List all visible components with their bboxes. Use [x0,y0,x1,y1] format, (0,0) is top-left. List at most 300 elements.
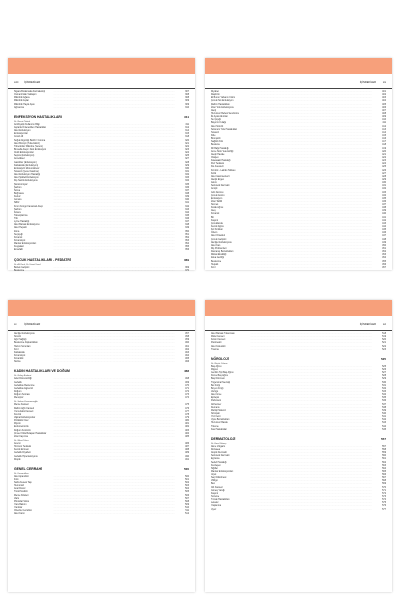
entry-title: Tetanoz [211,131,220,134]
entry-title: Tırnak Hastalıkları [211,499,230,502]
entry-page-number: 421 [382,153,386,156]
entry-page-number: 456 [382,263,386,266]
entry-page-number: 442 [382,219,386,222]
entry-title: Terleme [211,496,220,499]
entry-page-number: 412 [382,125,386,128]
entry-page-number: 320 [185,139,189,142]
entry-title: Sepsis (Enfeksiyon) [14,155,35,158]
entry-title: Ensefalit [14,249,23,252]
entry-title: ENFEKSİYON HASTALIKLARI [14,114,62,119]
entry-page-number: 572 [382,492,386,495]
running-title: İÇİNDEKİLER [24,323,41,326]
entry-page-number: 347 [185,221,189,224]
entry-title: Gebelikte Beslenme [14,384,35,387]
entry-title: Atopik Dermatit [211,452,227,455]
entry-page-number: 523 [382,348,386,351]
entry-page-number: 530 [382,381,386,384]
entry-title: Kolon Kanseri [211,339,226,342]
entry-title: Trigeminal Nevralji [211,381,230,384]
entry-title: Gebelik [14,381,22,384]
entry-page-number: 452 [382,251,386,254]
entry-page-number: 521 [382,342,386,345]
entry-page-number: 420 [382,150,386,153]
entry-title: Travma [211,348,219,351]
entry-page-number: 543 [382,422,386,425]
entry-page-number: 408 [382,112,386,115]
entry-title: Kaşıntı [211,492,219,495]
entry-title: Vertigo [211,390,219,393]
entry-title: Kabakulak [14,351,25,354]
entry-title: Hormon Tedavisi [14,446,32,449]
entry-page-number: 403 [382,97,386,100]
entry-page-number: 438 [382,207,386,210]
entry-title: Mikrobik Ağaca [14,97,30,100]
entry-title: Kemik Erimesi [14,449,29,452]
entry-title: Ben [211,483,216,486]
entry-page-number: 468 [183,369,189,374]
entry-title: Gebelik Diyabeti [14,452,31,455]
entry-page-number: 459 [185,339,189,342]
entry-page-number: 462 [185,348,189,351]
entry-title: Titreme [211,425,219,428]
entry-title: Dr. Emel Güneş [211,442,227,445]
entry-title: Yanıklar [14,507,23,510]
entry-title: Besleme [211,144,220,147]
entry-title: Kırım Kongo Kanamalı Ateşi [14,205,43,208]
entry-title: Dr. Nihat Teker [14,439,29,442]
entry-page-number: 439 [382,210,386,213]
entry-page-number: 503 [185,485,189,488]
entry-page-number: 445 [382,229,386,232]
entry-title: Aşılarla Önlenebilen Hastalıklar [14,126,47,129]
entry-title: Toksoplazma [14,214,28,217]
entry-page-number: 541 [382,416,386,419]
entry-page-number: 477 [185,410,189,413]
entry-page-number: 323 [185,148,189,151]
entry-page-number: 531 [382,384,386,387]
entry-title: Akne Vulgaris [211,445,226,448]
entry-title: Sifiliz [14,202,20,205]
entry-title: Çocuk Sık Enfeksiyon [211,100,234,103]
page-color-band [8,58,195,74]
entry-page-number: 437 [382,204,386,207]
entry-title: İdrar Kaçırma [14,435,28,438]
entry-title: Baş Dönmesi [211,378,225,381]
entry-page-number: 565 [382,470,386,473]
entry-title: Çocuklarda [211,222,223,225]
entry-title: KADIN HASTALIKLARI VE DOĞUM [14,369,70,374]
entry-title: Bronşiolit [211,138,221,141]
entry-title: Akut İnme [211,394,222,397]
entry-title: Enfeksiyöz Mononükleoz [14,167,40,170]
entry-title: Parkinson [211,400,222,403]
entry-title: Sedef Hastalığı [211,461,227,464]
entry-title: Akut Ortaokul [211,235,225,238]
entry-title: Menopoz [14,397,24,400]
entry-title: Miyom [14,423,21,426]
toc-list [211,91,386,269]
entry-title: Uyuz [211,508,217,511]
entry-page-number: 473 [185,394,189,397]
page-color-band [205,300,392,316]
entry-page-number: 536 [382,400,386,403]
entry-title: Migren [211,368,219,371]
entry-title: Kızarıklık [14,358,24,361]
toc-page-3 [8,300,195,592]
entry-page-number: 564 [382,467,386,470]
entry-page-number: 434 [382,194,386,197]
entry-title: Akut Hepatit [14,227,27,230]
toc-entry [14,513,189,516]
entry-page-number: 424 [382,163,386,166]
entry-page-number: 352 [185,236,189,239]
entry-page-number: 571 [382,489,386,492]
entry-title: GENEL CERRAHİ [14,466,43,471]
entry-title: Yumurtalık Kanseri [14,410,34,413]
entry-page-number: 464 [185,354,189,357]
entry-page-number: 525 [382,365,386,368]
entry-page-number: 490 [185,455,189,458]
running-header [8,78,195,89]
entry-page-number: 457 [185,333,189,335]
entry-page-number: 436 [382,200,386,203]
entry-page-number: 314 [185,130,189,133]
entry-page-number: 401 [382,91,386,93]
entry-title: Gonore [14,199,22,202]
entry-title: Nöropati [211,412,220,415]
entry-page-number: 505 [185,491,189,494]
entry-title: Enfeksiyon [211,197,223,200]
entry-title: Vajinal Enfeksiyonlar [14,416,36,419]
entry-page-number: 455 [382,260,386,263]
entry-title: Soğuk Algınlığı Belirti / Corona [14,139,46,142]
entry-page-number: 557 [380,436,386,441]
entry-title: Ağrıanma [14,106,24,109]
entry-page-number: 519 [382,336,386,339]
entry-title: Akut Karın [14,513,25,516]
toc-page-1 [8,58,195,270]
entry-page-number: 561 [382,458,386,461]
entry-page-number: 419 [382,147,386,150]
entry-page-number: 482 [185,426,189,429]
entry-title: Kuşpalazı [14,246,25,249]
entry-page-number: 485 [185,435,189,438]
entry-title: Kitle [211,134,216,137]
entry-page-number: 500 [183,466,189,471]
entry-title: Anneliksel [14,158,25,161]
entry-page-number: 356 [185,249,189,252]
entry-title: Ateş [211,210,216,213]
entry-title: Ağız Sağlığı [14,339,27,342]
page-color-band [205,58,392,74]
entry-title: Küme Baş Ağrısı [211,375,229,378]
entry-title: Cilt Kanseri [211,486,223,489]
entry-page-number: 484 [185,432,189,435]
entry-page-number: 339 [185,196,189,199]
entry-title: İdrar Yolu Enfeksiyonu [211,106,234,109]
entry-title: Vitiligo [211,480,218,483]
toc-list [14,91,189,272]
entry-page-number: 332 [185,174,189,177]
entry-page-number: 544 [382,425,386,428]
entry-title: Saç Dökülmesi [211,477,227,480]
entry-title: Beslenme [14,269,25,272]
entry-page-number: 474 [185,397,189,400]
entry-page-number: 411 [382,122,386,125]
entry-title: Mikrobik Aşılar [14,100,29,103]
entry-page-number: 348 [185,224,189,227]
entry-title: Varis [14,497,20,500]
entry-page-number: 468 [185,378,189,381]
entry-title: Alerjik Ergen [211,178,225,181]
entry-title: Seboreik Dermatit [211,185,230,188]
entry-title: Rahim Hastalıkları [211,103,230,106]
entry-title: Ödem [211,232,218,235]
entry-title: Gebelikte Egzersiz [14,387,34,390]
entry-title: Dil Bağı Hastalığı [211,147,229,150]
entry-page-number: 458 [185,336,189,339]
entry-page-number: 558 [382,448,386,451]
entry-page-number: 414 [382,131,386,134]
entry-page-number: 481 [185,423,189,426]
entry-page-number: 309 [185,103,189,106]
entry-page-number: 449 [382,241,386,244]
entry-page-number: 327 [185,158,189,161]
entry-title: Kemik Ağrısı [211,226,224,229]
entry-title: Akut Sinüzit [211,125,224,128]
entry-page-number: 533 [382,390,386,393]
entry-page-number: 461 [185,345,189,348]
entry-title: Kaşıntı [211,219,219,222]
entry-title: Akut Barsak Enfeksiyonu [14,224,40,227]
entry-page-number: 321 [185,142,189,145]
entry-page-number: 450 [382,244,386,247]
entry-title: Sinüzit [14,336,21,339]
toc-list [14,333,189,588]
entry-page-number: 418 [382,144,386,147]
entry-page-number: 349 [185,227,189,230]
entry-title: Zeka Geriliği [211,257,224,260]
page-number: xviii [14,81,19,84]
toc-page-4 [205,300,392,592]
entry-page-number: 350 [185,230,189,233]
entry-title: Akut Kan [211,244,221,247]
entry-page-number: 351 [185,233,189,236]
entry-page-number: 429 [382,178,386,181]
entry-title: İdrar Tahlili [211,200,223,203]
entry-page-number: 311 [185,123,189,126]
entry-page-number: 504 [185,488,189,491]
entry-page-number: 535 [382,397,386,400]
entry-title: Uçuk [211,474,217,477]
entry-title: Mantar Enfeksiyonları [211,470,234,473]
entry-page-number: 426 [382,169,386,172]
entry-title: Kızılcık - Lakrds Tahtası [211,169,236,172]
entry-title: Akut Kolesistit [211,345,226,348]
entry-page-number: 573 [382,496,386,499]
entry-title: Meme Kitleleri [14,494,29,497]
entry-title: Kas Hastalıkları [211,428,228,431]
entry-title: Multipl Skleroz [211,409,226,412]
entry-page-number: 570 [382,486,386,489]
entry-page-number: 532 [382,387,386,390]
entry-page-number: 526 [382,368,386,371]
entry-page-number: 404 [382,100,386,103]
entry-page-number: 520 [382,339,386,342]
entry-title: Yüz Felci [211,416,221,419]
entry-page-number: 454 [382,257,386,260]
entry-title: Huzursuz Bacak [211,422,228,425]
entry-title: Beslenme [211,260,222,263]
entry-page-number: 451 [382,248,386,251]
entry-page-number: 539 [382,409,386,412]
entry-page-number: 471 [185,387,189,390]
entry-page-number: 567 [382,477,386,480]
entry-page-number: 534 [382,394,386,397]
entry-title: Demans [211,406,220,409]
entry-title: Bel Fıtığı [211,384,221,387]
entry-title: Dr. Kenan Arıcı [14,472,29,475]
entry-title: Kızıl [14,348,19,351]
entry-page-number: 453 [382,254,386,257]
entry-title: Adet Düzensizliği [14,378,32,381]
entry-title: Bayırım Kulağı [211,122,227,125]
entry-page-number: 307 [185,91,189,93]
entry-title: Alzheimer [211,403,222,406]
entry-page-number: 475 [185,404,189,407]
entry-title: ÇOCUK HASTALIKLARI - PEDİATRİ [14,257,71,262]
running-header [205,320,392,331]
entry-title: Ateşli Havale [211,153,225,156]
entry-page-number: 472 [185,390,189,393]
entry-title: Sünnet [211,204,219,207]
entry-page-number: 340 [185,199,189,202]
entry-title: Dikkat Eksikliği [211,254,227,257]
entry-title: Dr. Ali Ünal, Dr. Umut Vaad [14,263,41,266]
entry-title: Brusella Ateşi / Akut Enfeksiyon [14,148,47,151]
entry-page-number: 343 [185,208,189,211]
entry-page-number: 512 [185,513,189,516]
entry-title: Hepatit [211,263,219,266]
entry-page-number: 486 [185,442,189,445]
entry-page-number: 488 [185,449,189,452]
entry-title: Diş Problemleri [211,248,227,251]
entry-title: Enfeksiyonlar [14,133,28,136]
entry-page-number: 312 [185,126,189,129]
entry-page-number: 469 [185,381,189,384]
entry-page-number: 402 [382,94,386,97]
entry-page-number: 466 [185,361,189,364]
entry-page-number: 444 [382,226,386,229]
entry-title: Doğum [14,390,22,393]
entry-page-number: 335 [185,183,189,186]
entry-page-number: 370 [185,269,189,272]
entry-page-number: 480 [185,420,189,423]
toc-page-2 [205,58,392,270]
running-title: İÇİNDEKİLER [359,323,376,326]
entry-title: Diyabet [211,91,219,93]
entry-page-number: 338 [185,192,189,195]
entry-title: Boğmaca [14,192,24,195]
entry-page-number: 308 [185,97,189,100]
entry-title: Anne Sütü Yetersizliği [211,150,234,153]
entry-title: Tüberküloz Mikrobu (Verem) [14,145,43,148]
entry-title: Akut Şiddetli Enfeksiyon [14,177,39,180]
entry-title: Mikrobik Hayat Aşısı [14,103,35,106]
entry-title: Pilonidal Sinüs [14,500,30,503]
entry-page-number: 446 [382,232,386,235]
entry-page-number: 557 [382,445,386,448]
entry-page-number: 478 [185,413,189,416]
entry-title: Mide Kanseri [211,336,225,339]
entry-title: Egzama [211,458,220,461]
entry-page-number: 428 [382,175,386,178]
entry-title: Şarbon [14,186,22,189]
entry-page-number: 333 [185,177,189,180]
entry-page-number: 576 [382,505,386,508]
entry-page-number: 344 [185,211,189,214]
entry-page-number: 405 [382,103,386,106]
entry-title: Kulak Ağrısı [211,207,224,210]
entry-page-number: 522 [382,345,386,348]
entry-page-number: 425 [382,166,386,169]
entry-title: Endometriozis [14,426,29,429]
entry-title: Epilepsi [211,397,220,400]
entry-page-number: 501 [185,478,189,481]
entry-title: Akut Enfeksiyon [14,130,31,133]
entry-title: Kızamık [14,236,23,239]
entry-title: Amipli [211,188,218,191]
entry-page-number: 324 [185,152,189,155]
entry-title: Davranış Bozuklukları [211,251,234,254]
entry-page-number: 435 [382,197,386,200]
entry-page-number: 491 [185,458,189,461]
toc-entry [14,270,189,273]
entry-page-number: 369 [183,257,189,262]
entry-title: Zona [14,230,20,233]
entry-page-number: 506 [185,494,189,497]
entry-page-number: 308 [185,94,189,97]
entry-page-number: 511 [185,510,189,513]
entry-title: Dış Sarılık Enfeksiyonu [14,180,38,183]
entry-title: Şistozomiyaz [14,183,28,186]
entry-title: Sivilce [14,361,21,364]
entry-page-number: 448 [382,238,386,241]
entry-title: Kolera [14,211,21,214]
entry-title: Kol Kırıkları [211,229,223,232]
entry-page-number: 545 [382,428,386,431]
entry-title: Akut Enfeksiyon Hastalığı [14,174,41,177]
entry-page-number: 415 [382,134,386,137]
entry-title: Çocuk Astımı [211,194,225,197]
entry-page-number: 342 [185,205,189,208]
entry-page-number: 575 [382,502,386,505]
entry-title: Astım [211,182,217,185]
entry-page-number: 502 [185,482,189,485]
entry-title: Su Çiçeği [211,119,221,122]
entry-title: Kızamık [211,213,220,216]
entry-page-number: 489 [185,452,189,455]
entry-title: Bit [211,216,214,219]
entry-title: Dr. Rüştü Yılmaz [211,362,228,365]
entry-title: Çocuk Gelişimi [211,238,227,241]
entry-page-number: 569 [382,483,386,486]
entry-title: Alerji [211,109,217,112]
entry-page-number: 447 [382,235,386,238]
entry-title: Peri Tedavisi [211,163,224,166]
entry-title: Sağlıklı Kilo [211,141,224,144]
toc-entry [211,267,386,270]
